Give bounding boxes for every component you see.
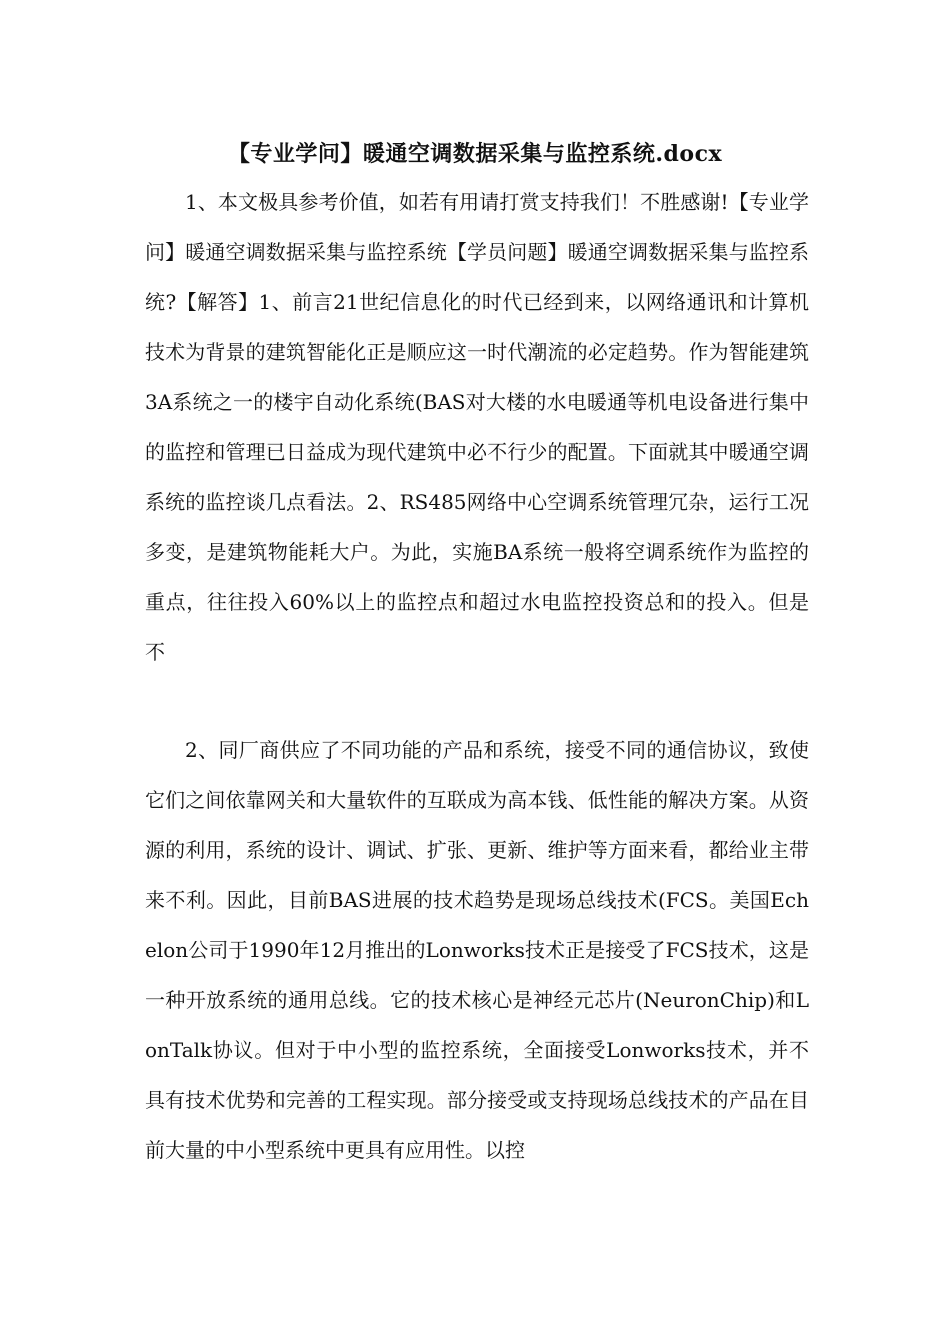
paragraph-2: 2、同厂商供应了不同功能的产品和系统，接受不同的通信协议，致使它们之间依靠网关和大量软件的互联成为高本钱、低性能的解决方案。从资源的利用，系统的设计、调试、扩张、更新、维护等方面来看，都给业主带来不利。因此，目前BAS进展的技术趋势是现场总线技术(FCS。美国Echelon公司于1990年12月推出的Lonworks技术正是接受了FCS技术，这是一种开放系统的通用总线。它的技术核心是神经元芯片(NeuronChip)和LonTalk协议。但对于中小型的监控系统，全面接受Lonworks技术，并不具有技术优势和完善的工程实现。部分接受或支持现场总线技术的产品在目前大量的中小型系统中更具有应用性。以控 bbox=[145, 738, 809, 1162]
paragraph-1: 1、本文极具参考价值，如若有用请打赏支持我们！不胜感谢!【专业学问】暖通空调数据采集与监控系统【学员问题】暖通空调数据采集与监控系统?【解答】1、前言21世纪信息化的时代已经到来，以网络通讯和计算机技术为背景的建筑智能化正是顺应这一时代潮流的必定趋势。作为智能建筑3A系统之一的楼宇自动化系统(BAS对大楼的水电暖通等机电设备进行集中的监控和管理已日益成为现代建筑中必不行少的配置。下面就其中暖通空调系统的监控谈几点看法。2、RS485网络中心空调系统管理冗杂，运行工况多变，是建筑物能耗大户。为此，实施BA系统一般将空调系统作为监控的重点，往往投入60%以上的监控点和超过水电监控投资总和的投入。但是不 bbox=[145, 190, 809, 664]
document-title: 【专业学问】暖通空调数据采集与监控系统.docx bbox=[227, 141, 723, 167]
